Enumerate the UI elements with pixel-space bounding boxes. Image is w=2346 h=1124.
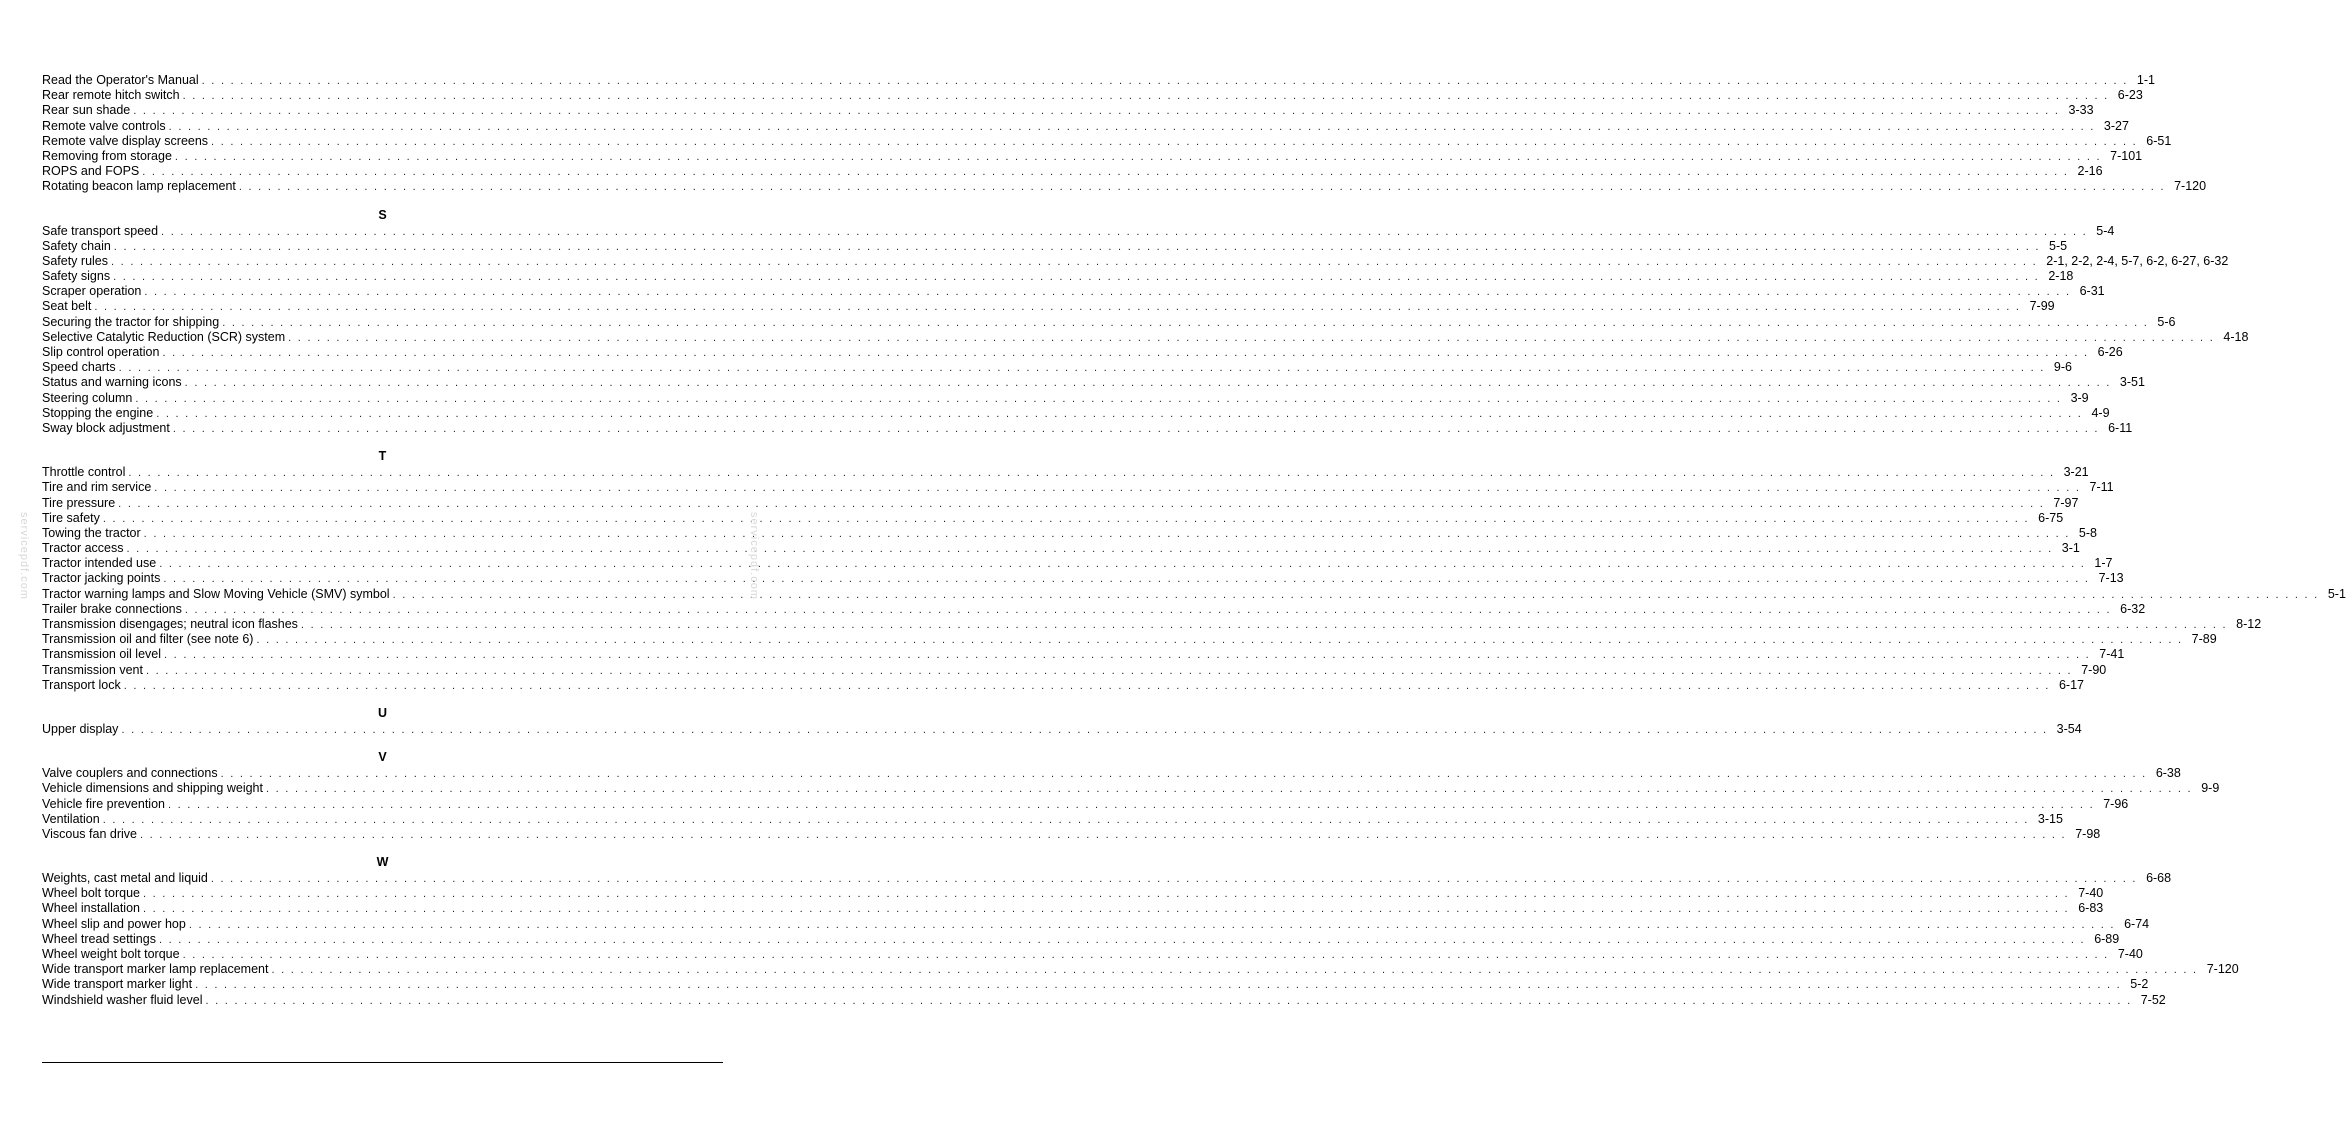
index-entry[interactable] xyxy=(42,541,2080,556)
index-entry[interactable] xyxy=(42,164,2103,179)
index-entry[interactable] xyxy=(42,886,2104,901)
index-term: Tractor access xyxy=(42,541,124,556)
page-reference[interactable]: 7-120 xyxy=(2174,179,2207,194)
index-term: Valve couplers and connections xyxy=(42,766,218,781)
index-entry[interactable] xyxy=(42,826,2101,842)
index-term: Wide transport marker lamp replacement xyxy=(42,962,269,977)
index-term: Transmission oil level xyxy=(42,647,162,662)
page-reference[interactable]: 7-11 xyxy=(2089,480,2114,495)
page-reference[interactable]: 5-1 xyxy=(2327,586,2346,601)
index-entry[interactable] xyxy=(42,148,2143,164)
dot-leader: ........................................................................................................................................................................................................ xyxy=(158,933,2091,946)
dot-leader: ........................................................................................................................................................................................................ xyxy=(163,573,2095,586)
page-reference[interactable]: 6-23 xyxy=(2117,88,2143,103)
page-reference[interactable]: 6-83 xyxy=(2078,901,2104,916)
index-term: Speed charts xyxy=(42,360,116,375)
index-entry[interactable] xyxy=(42,931,2120,947)
index-entry[interactable] xyxy=(42,284,2105,299)
page-reference[interactable]: 7-40 xyxy=(2078,886,2104,901)
page-reference[interactable]: 4-9 xyxy=(2091,405,2110,420)
index-entry[interactable] xyxy=(42,901,2104,916)
dot-leader: ........................................................................................................................................................................................................ xyxy=(102,813,2034,826)
index-term: Towing the tractor xyxy=(42,525,141,540)
page-reference[interactable]: 5-5 xyxy=(2049,238,2068,253)
page-reference[interactable]: 7-96 xyxy=(2103,796,2129,811)
page-reference[interactable]: 3-9 xyxy=(2070,390,2089,405)
dot-leader: ........................................................................................................................................................................................................ xyxy=(161,225,2093,238)
page-reference[interactable]: 7-120 xyxy=(2206,962,2239,977)
dot-leader: ........................................................................................................................................................................................................ xyxy=(113,271,2045,284)
index-entry[interactable] xyxy=(42,133,2172,149)
index-entry[interactable] xyxy=(42,781,2220,796)
index-term: Wide transport marker light xyxy=(42,977,193,992)
dot-leader: ........................................................................................................................................................................................................ xyxy=(271,964,2203,977)
dot-leader: ........................................................................................................................................................................................................ xyxy=(142,166,2074,179)
index-term: ROPS and FOPS xyxy=(42,164,140,179)
index-term: Selective Catalytic Reduction (SCR) system xyxy=(42,329,286,344)
index-term: Steering column xyxy=(42,390,133,405)
index-entry[interactable] xyxy=(42,977,2149,992)
dot-leader: ........................................................................................................................................................................................................ xyxy=(300,619,2233,631)
index-term: Ventilation xyxy=(42,811,100,826)
index-entry[interactable] xyxy=(42,647,2125,662)
index-term: Tractor warning lamps and Slow Moving Vehicle (SMV) symbol xyxy=(42,586,390,601)
page-reference[interactable]: 7-40 xyxy=(2117,947,2143,961)
index-term: Upper display xyxy=(42,721,119,736)
index-term: Transmission disengages; neutral icon flashes xyxy=(42,617,298,631)
index-term: Stopping the engine xyxy=(42,405,154,420)
index-term: Vehicle fire prevention xyxy=(42,796,165,811)
index-term: Vehicle dimensions and shipping weight xyxy=(42,781,263,796)
page-reference[interactable]: 2-16 xyxy=(2077,164,2103,179)
dot-leader: ........................................................................................................................................................................................................ xyxy=(238,181,2171,194)
index-term: Rear sun shade xyxy=(42,103,131,118)
dot-leader: ........................................................................................................................................................................................................ xyxy=(168,798,2100,811)
dot-leader: ........................................................................................................................................................................................................ xyxy=(135,392,2067,405)
page-reference[interactable]: 1-7 xyxy=(2094,556,2113,571)
index-entry[interactable] xyxy=(42,662,2107,678)
dot-leader: ........................................................................................................................................................................................................ xyxy=(265,783,2198,796)
dot-leader: ........................................................................................................................................................................................................ xyxy=(210,873,2143,886)
page-reference[interactable]: 6-75 xyxy=(2038,510,2064,525)
dot-leader: ........................................................................................................................................................................................................ xyxy=(142,888,2075,901)
index-term: Remote valve controls xyxy=(42,118,166,133)
dot-leader: ........................................................................................................................................................................................................ xyxy=(184,377,2116,390)
index-entry[interactable] xyxy=(42,992,2166,1008)
page-reference[interactable]: 7-98 xyxy=(2075,826,2101,841)
page-reference[interactable]: 6-38 xyxy=(2155,766,2181,781)
dot-leader: ........................................................................................................................................................................................................ xyxy=(184,603,2117,616)
index-term: Windshield washer fluid level xyxy=(42,992,203,1007)
page-reference[interactable]: 2-1, 2-2, 2-4, 5-7, 6-2, 6-27, 6-32 xyxy=(2046,253,2229,268)
index-term: Securing the tractor for shipping xyxy=(42,314,220,329)
dot-leader: ........................................................................................................................................................................................................ xyxy=(126,543,2058,556)
index-entry[interactable] xyxy=(42,510,2064,526)
index-entry[interactable] xyxy=(42,525,2097,541)
page-reference[interactable]: 6-31 xyxy=(2079,284,2105,299)
index-entry[interactable] xyxy=(42,405,2110,421)
dot-leader: ........................................................................................................................................................................................................ xyxy=(133,105,2065,118)
index-group xyxy=(42,73,2207,195)
index-group xyxy=(42,750,2220,842)
page-reference[interactable]: 4-18 xyxy=(2223,329,2249,344)
watermark-left: servicepdf.com xyxy=(18,512,30,600)
dot-leader: ........................................................................................................................................................................................................ xyxy=(142,903,2075,916)
page-reference[interactable]: 6-11 xyxy=(2108,420,2133,435)
index-entry[interactable] xyxy=(42,571,2124,586)
index-term: Tractor jacking points xyxy=(42,571,161,586)
page-reference[interactable]: 6-89 xyxy=(2094,931,2120,946)
index-entry[interactable] xyxy=(42,88,2143,103)
index-entry[interactable] xyxy=(42,495,2079,511)
dot-leader: ........................................................................................................................................................................................................ xyxy=(168,120,2100,133)
index-entry[interactable] xyxy=(42,632,2217,647)
index-group xyxy=(42,855,2239,1008)
dot-leader: ........................................................................................................................................................................................................ xyxy=(392,588,2324,601)
page-reference[interactable]: 7-101 xyxy=(2110,148,2143,163)
page-reference[interactable]: 3-15 xyxy=(2037,811,2063,826)
page-reference[interactable]: 6-17 xyxy=(2058,677,2084,692)
page-reference[interactable]: 6-68 xyxy=(2146,871,2172,886)
dot-leader: ........................................................................................................................................................................................................ xyxy=(182,90,2114,103)
index-term: Wheel bolt torque xyxy=(42,886,140,901)
index-entry[interactable] xyxy=(42,223,2115,239)
index-term: Transmission oil and filter (see note 6) xyxy=(42,632,254,647)
index-term: Rear remote hitch switch xyxy=(42,88,180,103)
index-term: Safe transport speed xyxy=(42,223,159,238)
dot-leader: ........................................................................................................................................................................................................ xyxy=(128,467,2060,480)
page-reference[interactable]: 5-8 xyxy=(2078,525,2097,540)
watermark-right: servicepdf.com xyxy=(748,512,760,600)
index-entry[interactable] xyxy=(42,601,2146,617)
index-term: Wheel slip and power hop xyxy=(42,916,186,931)
index-entry[interactable] xyxy=(42,73,2155,88)
dot-leader: ........................................................................................................................................................................................................ xyxy=(220,768,2152,781)
index-term: Wheel tread settings xyxy=(42,931,156,946)
index-term: Tire pressure xyxy=(42,495,116,510)
dot-leader: ........................................................................................................................................................................................................ xyxy=(123,679,2055,692)
index-entry[interactable] xyxy=(42,314,2176,330)
index-entry[interactable] xyxy=(42,390,2089,406)
index-entry[interactable] xyxy=(42,586,2346,602)
index-entry[interactable] xyxy=(42,375,2145,390)
page-reference[interactable]: 3-21 xyxy=(2063,465,2089,480)
index-entry[interactable] xyxy=(42,238,2068,254)
index-term: Transport lock xyxy=(42,677,121,692)
section-letter-heading: W xyxy=(376,855,389,870)
page-reference[interactable]: 5-6 xyxy=(2157,314,2176,329)
index-entry[interactable] xyxy=(42,299,2055,314)
index-term: Sway block adjustment xyxy=(42,420,170,435)
section-letter-heading: V xyxy=(378,750,387,765)
dot-leader: ........................................................................................................................................................................................................ xyxy=(222,316,2154,329)
section-letter-heading: T xyxy=(378,449,387,464)
index-term: Remote valve display screens xyxy=(42,133,209,148)
index-entry[interactable] xyxy=(42,871,2172,886)
page-reference[interactable]: 6-32 xyxy=(2120,601,2146,616)
dot-leader: ........................................................................................................................................................................................................ xyxy=(159,558,2091,571)
dot-leader: ........................................................................................................................................................................................................ xyxy=(94,301,2026,314)
dot-leader: ........................................................................................................................................................................................................ xyxy=(172,422,2105,435)
dot-leader: ........................................................................................................................................................................................................ xyxy=(205,994,2137,1007)
index-entry[interactable] xyxy=(42,916,2150,932)
page-reference[interactable]: 7-89 xyxy=(2191,632,2217,647)
page-reference[interactable]: 3-27 xyxy=(2103,118,2129,133)
page-reference[interactable]: 3-1 xyxy=(2061,541,2080,556)
page-reference[interactable]: 3-51 xyxy=(2119,375,2145,390)
index-entry[interactable] xyxy=(42,465,2089,480)
index-term: Tire safety xyxy=(42,510,100,525)
index-term: Transmission vent xyxy=(42,662,143,677)
dot-leader: ........................................................................................................................................................................................................ xyxy=(139,828,2072,841)
page-reference[interactable]: 6-26 xyxy=(2097,345,2123,359)
index-group xyxy=(42,705,2082,737)
dot-leader: ........................................................................................................................................................................................................ xyxy=(211,135,2143,148)
index-term: Status and warning icons xyxy=(42,375,182,390)
dot-leader: ........................................................................................................................................................................................................ xyxy=(111,255,2043,268)
dot-leader: ........................................................................................................................................................................................................ xyxy=(145,664,2078,677)
index-term: Scraper operation xyxy=(42,284,142,299)
index-entry[interactable] xyxy=(42,677,2084,693)
page-reference[interactable]: 7-13 xyxy=(2098,571,2124,586)
dot-leader: ........................................................................................................................................................................................................ xyxy=(256,634,2188,647)
page-reference[interactable]: 7-41 xyxy=(2099,647,2125,662)
index-term: Safety rules xyxy=(42,253,109,268)
page-reference[interactable]: 5-4 xyxy=(2096,223,2115,238)
index-term: Removing from storage xyxy=(42,148,172,163)
page-reference[interactable]: 7-52 xyxy=(2140,992,2166,1007)
index-entry[interactable] xyxy=(42,947,2143,962)
page-reference[interactable]: 3-33 xyxy=(2068,103,2094,118)
dot-leader: ........................................................................................................................................................................................................ xyxy=(188,918,2121,931)
index-entry[interactable] xyxy=(42,329,2249,345)
dot-leader: ........................................................................................................................................................................................................ xyxy=(201,75,2133,87)
dot-leader: ........................................................................................................................................................................................................ xyxy=(164,649,2096,662)
index-term: Weights, cast metal and liquid xyxy=(42,871,208,886)
footer-rule xyxy=(42,1062,723,1063)
index-term: Rotating beacon lamp replacement xyxy=(42,179,236,194)
page-reference[interactable]: 1-1 xyxy=(2136,73,2155,87)
page-reference[interactable]: 7-99 xyxy=(2029,299,2055,314)
index-term: Safety chain xyxy=(42,238,111,253)
dot-leader: ........................................................................................................................................................................................................ xyxy=(121,723,2053,736)
dot-leader: ........................................................................................................................................................................................................ xyxy=(154,482,2086,495)
page-reference[interactable]: 9-9 xyxy=(2201,781,2220,796)
index-entry[interactable] xyxy=(42,766,2181,781)
dot-leader: ........................................................................................................................................................................................................ xyxy=(102,512,2035,525)
section-letter-heading: U xyxy=(377,705,388,720)
index-entry[interactable] xyxy=(42,480,2114,495)
dot-leader: ........................................................................................................................................................................................................ xyxy=(288,331,2220,344)
index-term: Trailer brake connections xyxy=(42,601,182,616)
index-entry[interactable] xyxy=(42,721,2082,737)
page-reference[interactable]: 8-12 xyxy=(2236,617,2262,631)
dot-leader: ........................................................................................................................................................................................................ xyxy=(195,979,2127,992)
index-term: Viscous fan drive xyxy=(42,826,137,841)
dot-leader: ........................................................................................................................................................................................................ xyxy=(156,407,2088,420)
page-reference[interactable]: 5-2 xyxy=(2130,977,2149,992)
dot-leader: ........................................................................................................................................................................................................ xyxy=(143,527,2075,540)
dot-leader: ........................................................................................................................................................................................................ xyxy=(118,497,2050,510)
page-reference[interactable]: 2-18 xyxy=(2048,269,2074,284)
index-entry[interactable] xyxy=(42,420,2133,436)
index-group xyxy=(42,207,2249,437)
index-entry[interactable] xyxy=(42,811,2063,827)
index-entry[interactable] xyxy=(42,253,2229,269)
index-entry[interactable] xyxy=(42,179,2207,194)
index-term: Tractor intended use xyxy=(42,556,157,571)
index-term: Read the Operator's Manual xyxy=(42,73,199,87)
index-entry[interactable] xyxy=(42,360,2072,375)
index-term: Safety signs xyxy=(42,269,111,284)
index-entry[interactable] xyxy=(42,617,2262,632)
dot-leader: ........................................................................................................................................................................................................ xyxy=(118,362,2050,375)
page-reference[interactable]: 6-51 xyxy=(2146,133,2172,148)
index-term: Tire and rim service xyxy=(42,480,152,495)
index-entry[interactable] xyxy=(42,118,2129,134)
index-entry[interactable] xyxy=(42,269,2074,284)
page-reference[interactable]: 6-74 xyxy=(2124,916,2150,931)
dot-leader: ........................................................................................................................................................................................................ xyxy=(144,286,2076,299)
dot-leader: ........................................................................................................................................................................................................ xyxy=(174,150,2107,163)
page-reference[interactable]: 7-90 xyxy=(2081,662,2107,677)
index-term: Throttle control xyxy=(42,465,126,480)
index-term: Wheel weight bolt torque xyxy=(42,947,180,961)
dot-leader: ........................................................................................................................................................................................................ xyxy=(182,949,2114,961)
dot-leader: ........................................................................................................................................................................................................ xyxy=(162,347,2094,359)
index-entry[interactable] xyxy=(42,962,2239,977)
dot-leader: ........................................................................................................................................................................................................ xyxy=(113,240,2046,253)
page-reference[interactable]: 3-54 xyxy=(2056,721,2082,736)
page-reference[interactable]: 9-6 xyxy=(2053,360,2072,375)
index-entry[interactable] xyxy=(42,345,2123,360)
section-letter-heading: S xyxy=(378,207,387,222)
index-entry[interactable] xyxy=(42,103,2094,118)
index-term: Wheel installation xyxy=(42,901,140,916)
index-term: Seat belt xyxy=(42,299,92,314)
index-term: Slip control operation xyxy=(42,345,160,359)
page-reference[interactable]: 7-97 xyxy=(2053,495,2079,510)
index-entry[interactable] xyxy=(42,556,2113,571)
index-entry[interactable] xyxy=(42,796,2129,812)
